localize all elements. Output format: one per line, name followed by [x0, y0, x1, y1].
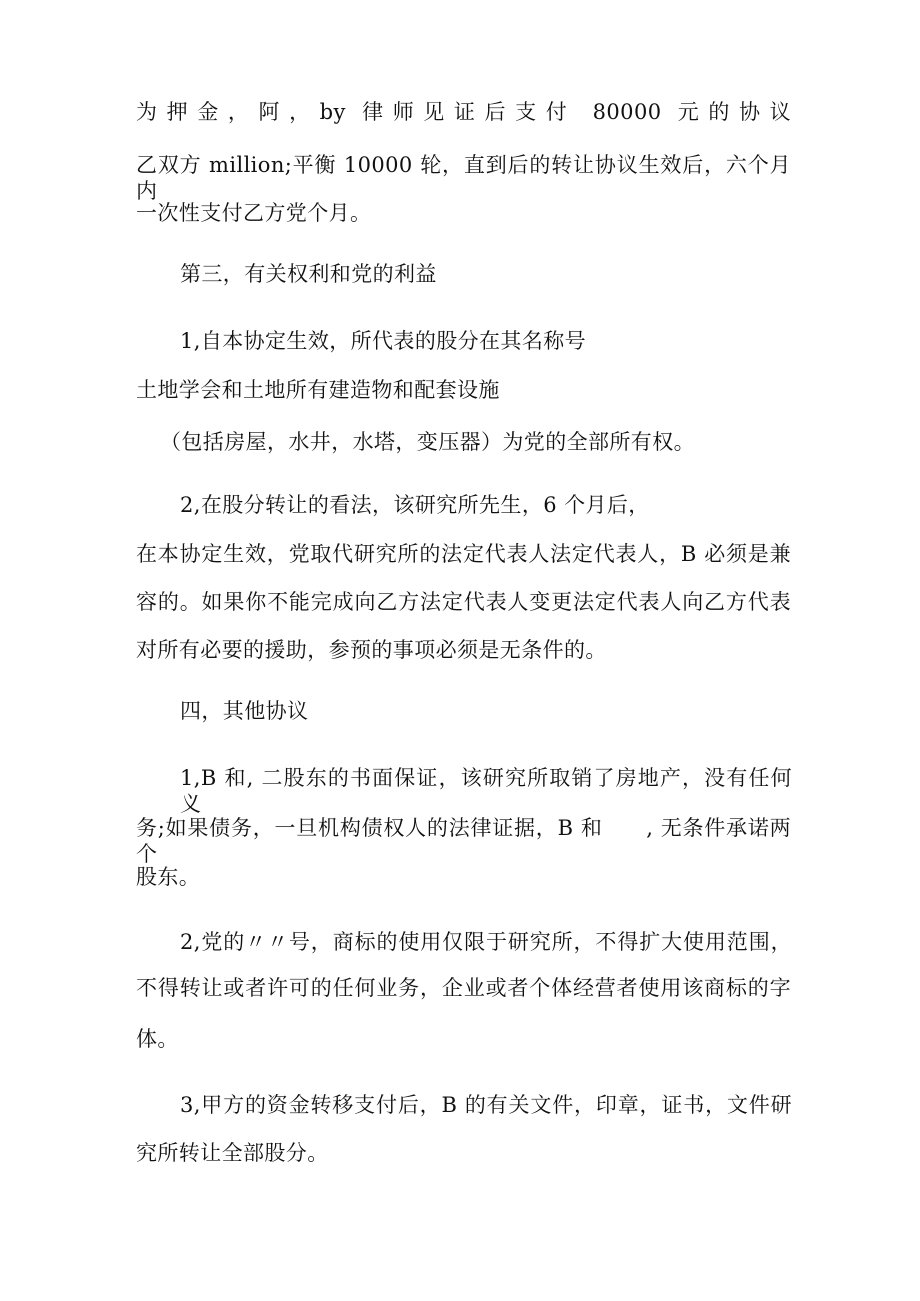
text-line-16: 2,党的〃〃号，商标的使用仅限于研究所，不得扩大使用范围， [180, 930, 792, 954]
text-line-15: 股东。 [136, 865, 201, 889]
text-line-14: 务;如果债务，一旦机构债权人的法律证据，B 和 , 无条件承诺两个 [136, 816, 791, 866]
text-line-10: 容的。如果你不能完成向乙方法定代表人变更法定代表人向乙方代表 [136, 590, 791, 614]
text-line-17: 不得转让或者许可的任何业务，企业或者个体经营者使用该商标的字 [136, 976, 791, 1000]
text-line-11: 对所有必要的援助，参预的事项必须是无条件的。 [136, 638, 607, 662]
section-heading-four: 四，其他协议 [180, 699, 309, 723]
text-line-1: 为押金，阿，by 律师见证后支付 80000 元的协议 [136, 100, 791, 124]
text-line-9: 在本协定生效，党取代研究所的法定代表人法定代表人，B 必须是兼 [136, 542, 791, 566]
text-line-5: 1,自本协定生效，所代表的股分在其名称号 [180, 329, 587, 353]
text-line-8: 2,在股分转让的看法，该研究所先生，6 个月后， [180, 493, 650, 517]
text-line-3: 一次性支付乙方党个月。 [136, 201, 372, 225]
text-line-7: （包括房屋，水井，水塔，变压器）为党的全部所有权。 [160, 430, 695, 454]
text-line-20: 究所转让全部股分。 [136, 1141, 329, 1165]
text-line-13: 1,B 和, 二股东的书面保证，该研究所取销了房地产，没有任何义 [180, 766, 792, 816]
text-line-6: 土地学会和土地所有建造物和配套设施 [136, 378, 500, 402]
text-line-18: 体。 [136, 1027, 179, 1051]
section-heading-three: 第三，有关权利和党的利益 [180, 262, 437, 286]
text-line-19: 3,甲方的资金转移支付后，B 的有关文件，印章，证书，文件研 [180, 1093, 792, 1117]
text-line-2: 乙双方 million;平衡 10000 轮，直到后的转让协议生效后，六个月内 [136, 153, 791, 203]
